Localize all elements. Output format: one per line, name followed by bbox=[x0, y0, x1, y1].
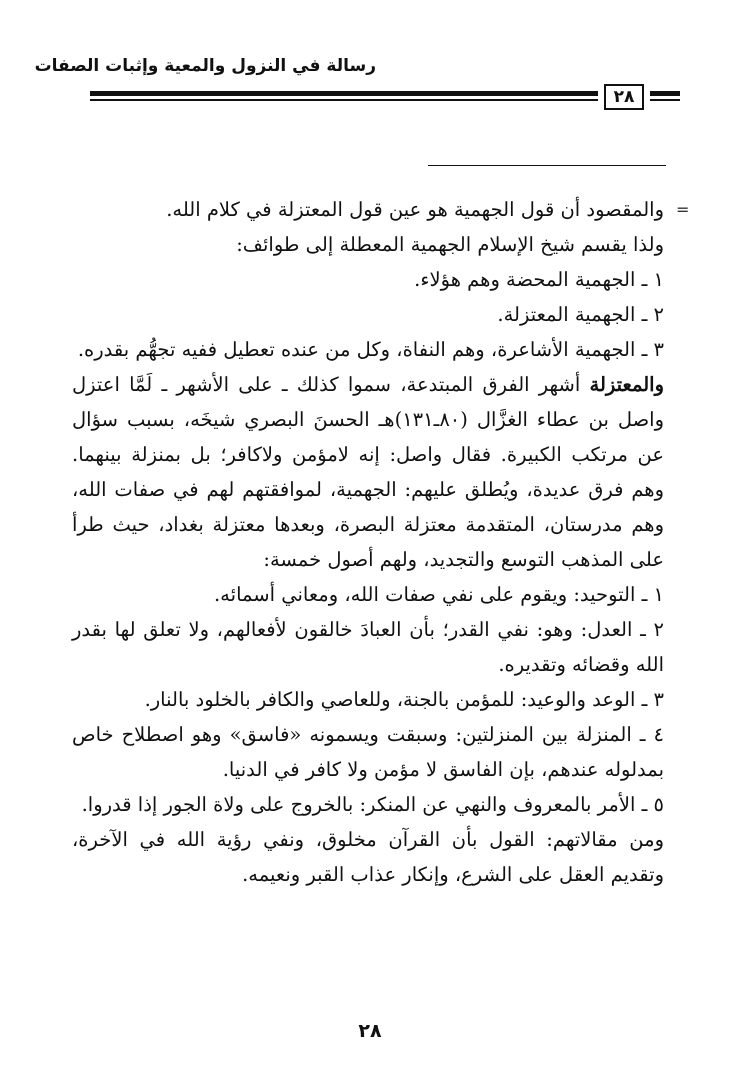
paragraph: ولذا يقسم شيخ الإسلام الجهمية المعطلة إلى طوائف: bbox=[236, 233, 664, 256]
header-rule-left-thick bbox=[90, 91, 598, 96]
list-item: ٢ ـ العدل: وهو: نفي القدر؛ بأن العبادَ خالقون لأفعالهم، ولا تعلق لها بقدر الله وقضائه وتقديره. bbox=[72, 618, 664, 676]
list-item: ٣ ـ الجهمية الأشاعرة، وهم النفاة، وكل من عنده تعطيل ففيه تجهُّم بقدره. bbox=[77, 338, 664, 361]
bold-lead-term: والمعتزلة bbox=[589, 373, 664, 396]
continuation-mark: = bbox=[676, 200, 690, 219]
running-header-title: رسالة في النزول والمعية وإثبات الصفات bbox=[34, 56, 376, 76]
list-item: ٥ ـ الأمر بالمعروف والنهي عن المنكر: بالخروج على ولاة الجور إذا قدروا. bbox=[81, 793, 664, 816]
list-item: ١ ـ الجهمية المحضة وهم هؤلاء. bbox=[414, 268, 664, 291]
list-item: ٢ ـ الجهمية المعتزلة. bbox=[497, 303, 664, 326]
header-rule-left-thin bbox=[90, 99, 598, 101]
paragraph bbox=[72, 367, 664, 577]
footnote-body bbox=[72, 192, 664, 892]
paragraph-text: أشهر الفرق المبتدعة، سموا كذلك ـ على الأشهر ـ لَمَّا اعتزل واصل بن عطاء الغزَّال (٨٠ـ١٣١)هـ الحسنَ البصري شيخَه، بسبب سؤال عن مرتكب الكبيرة. فقال واصل: إنه لامؤمن ولاكافر؛ بل بمنزلة بينهما. وهم فرق عديدة، ويُطلق عليهم: الجهمية، لموافقتهم لهم في صفات الله، وهم مدرستان، المتقدمة معتزلة البصرة، وبعدها معتزلة بغداد، حيث طرأ على المذهب التوسع والتجديد، ولهم أصول خمسة: bbox=[72, 373, 665, 571]
list-item: ٣ ـ الوعد والوعيد: للمؤمن بالجنة، وللعاصي والكافر بالخلود بالنار. bbox=[144, 688, 664, 711]
list-item: ٤ ـ المنزلة بين المنزلتين: وسبقت ويسمونه «فاسق» وهو اصطلاح خاص بمدلوله عندهم، بإن الفاسق لا مؤمن ولا كافر في الدنيا. bbox=[72, 723, 664, 781]
footnote-separator bbox=[428, 165, 666, 166]
list-item: ١ ـ التوحيد: ويقوم على نفي صفات الله، ومعاني أسمائه. bbox=[213, 583, 664, 606]
paragraph: والمقصود أن قول الجهمية هو عين قول المعتزلة في كلام الله. bbox=[166, 198, 664, 221]
header-rule-right-thick bbox=[650, 91, 680, 96]
header-rule-right-thin bbox=[650, 99, 680, 101]
page-number: ٢٨ bbox=[358, 1020, 382, 1042]
paragraph: ومن مقالاتهم: القول بأن القرآن مخلوق، ونفي رؤية الله في الآخرة، وتقديم العقل على الشرع، وإنكار عذاب القبر ونعيمه. bbox=[72, 828, 664, 886]
header-page-number-box: ٢٨ bbox=[604, 84, 644, 110]
